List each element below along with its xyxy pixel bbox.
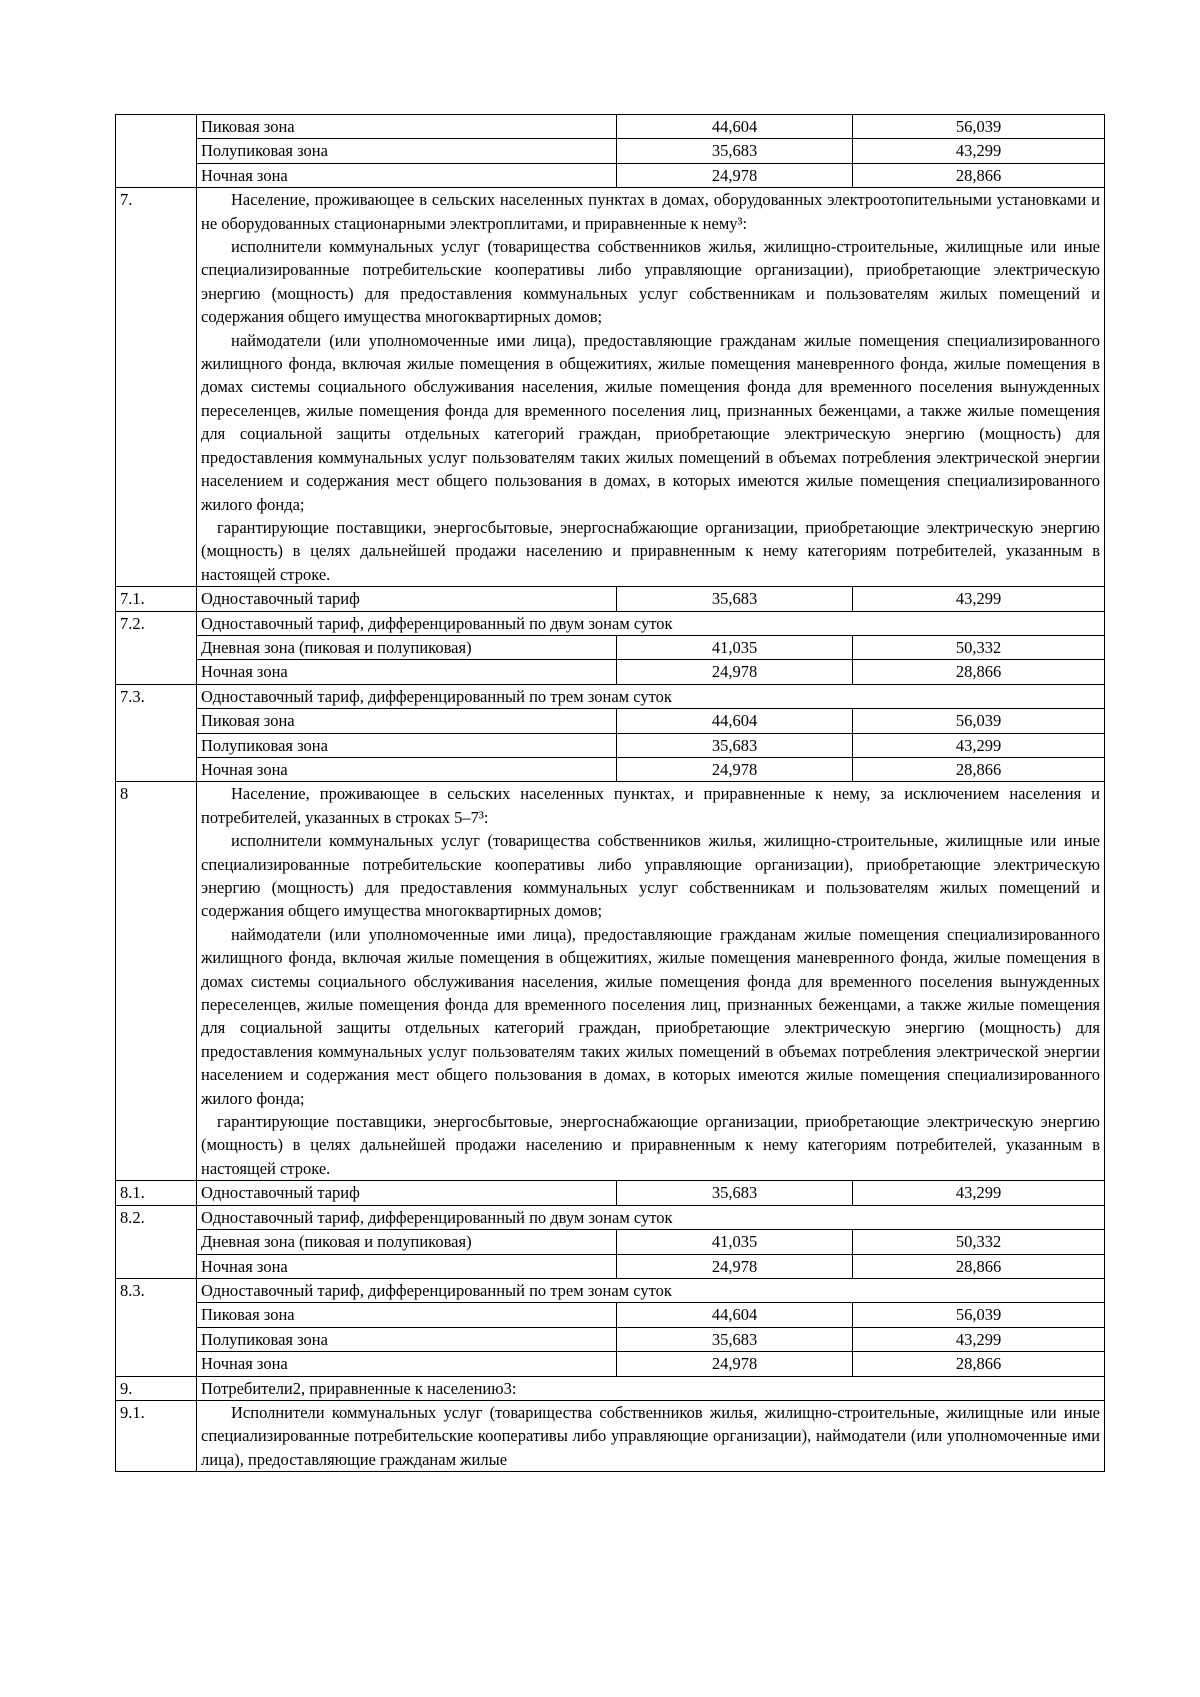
table-row xyxy=(116,709,1105,733)
description-paragraph: Исполнители коммунальных услуг (товарищества собственников жилья, жилищно-строительные, жилищные или иные специализированные потребительские кооперативы либо управляющие организации), наймодатели (или уполномоченные ими лица), предоставляющие гражданам жилые xyxy=(201,1402,1100,1469)
tariff-value-second-half: 28,866 xyxy=(853,660,1105,684)
tariff-value-second-half: 56,039 xyxy=(853,709,1105,733)
table-row xyxy=(116,660,1105,684)
tariff-value-first-half: 24,978 xyxy=(617,1254,853,1278)
tariff-header-label: Потребители2, приравненные к населению3: xyxy=(197,1376,1105,1400)
row-number: 9.1. xyxy=(116,1400,197,1471)
table-row xyxy=(116,611,1105,635)
description-paragraph: Население, проживающее в сельских населенных пунктах, и приравненные к нему, за исключением населения и потребителей, указанных в строках 5–7³: xyxy=(201,784,1100,827)
table-row xyxy=(116,1205,1105,1229)
zone-label: Полупиковая зона xyxy=(197,1327,617,1351)
tariff-value-second-half: 43,299 xyxy=(853,1181,1105,1205)
tariff-value-second-half: 43,299 xyxy=(853,733,1105,757)
row-number: 7. xyxy=(116,188,197,587)
description-paragraph: гарантирующие поставщики, энергосбытовые, энергоснабжающие организации, приобретающие электрическую энергию (мощность) в целях дальнейшей продажи населению и приравненным к нему категориям потребителей, указанным в настоящей строке. xyxy=(201,517,1100,584)
row-number: 7.2. xyxy=(116,611,197,684)
table-row xyxy=(116,1254,1105,1278)
description-paragraph: гарантирующие поставщики, энергосбытовые, энергоснабжающие организации, приобретающие электрическую энергию (мощность) в целях дальнейшей продажи населению и приравненным к нему категориям потребителей, указанным в настоящей строке. xyxy=(201,1112,1100,1178)
zone-label: Дневная зона (пиковая и полупиковая) xyxy=(197,1230,617,1254)
row-number: 9. xyxy=(116,1376,197,1400)
tariff-value-first-half: 44,604 xyxy=(617,115,853,139)
row-number: 8.3. xyxy=(116,1278,197,1376)
table-row xyxy=(116,1376,1105,1400)
tariff-header-label: Одноставочный тариф, дифференцированный по двум зонам суток xyxy=(197,611,1105,635)
tariff-value-second-half: 28,866 xyxy=(853,1254,1105,1278)
zone-label: Полупиковая зона xyxy=(197,139,617,163)
tariff-value-first-half: 44,604 xyxy=(617,1303,853,1327)
tariff-value-first-half: 35,683 xyxy=(617,1327,853,1351)
table-row xyxy=(116,782,1105,1181)
description-paragraph: Население, проживающее в сельских населенных пунктах в домах, оборудованных электроотопительными установками и не оборудованных стационарными электроплитами, и приравненные к нему³: xyxy=(201,190,1100,233)
table-row xyxy=(116,1181,1105,1205)
description-paragraph: исполнители коммунальных услуг (товарищества собственников жилья, жилищно-строительные, жилищные или иные специализированные потребительские кооперативы либо управляющие организации), приобретающие электрическую энергию (мощность) для предоставления коммунальных услуг собственникам и пользователям жилых помещений и содержания общего имущества многоквартирных домов; xyxy=(201,831,1100,921)
tariff-label: Одноставочный тариф xyxy=(197,1181,617,1205)
tariff-table xyxy=(115,114,1105,1472)
table-row xyxy=(116,1352,1105,1376)
tariff-table-body xyxy=(116,115,1105,1472)
tariff-value-first-half: 35,683 xyxy=(617,733,853,757)
table-row xyxy=(116,1303,1105,1327)
row-description xyxy=(197,1400,1105,1471)
tariff-value-first-half: 41,035 xyxy=(617,635,853,659)
row-number: 8.1. xyxy=(116,1181,197,1205)
tariff-header-label: Одноставочный тариф, дифференцированный по двум зонам суток xyxy=(197,1205,1105,1229)
row-number: 7.3. xyxy=(116,684,197,782)
row-number: 7.1. xyxy=(116,587,197,611)
zone-label: Пиковая зона xyxy=(197,1303,617,1327)
tariff-value-second-half: 43,299 xyxy=(853,587,1105,611)
description-paragraph: наймодатели (или уполномоченные ими лица), предоставляющие гражданам жилые помещения специализированного жилищного фонда, включая жилые помещения в общежитиях, жилые помещения маневренного фонда, жилые помещения в домах системы социального обслуживания населения, жилые помещения фонда для временного поселения вынужденных переселенцев, жилые помещения фонда для временного поселения лиц, признанных беженцами, а также жилые помещения для социальной защиты отдельных категорий граждан, приобретающие электрическую энергию (мощность) для предоставления коммунальных услуг пользователям таких жилых помещений в объемах потребления электрической энергии населением и содержания мест общего пользования в домах, в которых имеются жилые помещения специализированного жилого фонда; xyxy=(201,924,1100,1108)
tariff-header-label: Одноставочный тариф, дифференцированный по трем зонам суток xyxy=(197,1278,1105,1302)
zone-label: Ночная зона xyxy=(197,660,617,684)
tariff-value-first-half: 44,604 xyxy=(617,709,853,733)
zone-label: Ночная зона xyxy=(197,757,617,781)
table-row xyxy=(116,635,1105,659)
tariff-value-first-half: 41,035 xyxy=(617,1230,853,1254)
zone-label: Пиковая зона xyxy=(197,115,617,139)
tariff-value-second-half: 50,332 xyxy=(853,1230,1105,1254)
tariff-value-second-half: 56,039 xyxy=(853,1303,1105,1327)
zone-label: Дневная зона (пиковая и полупиковая) xyxy=(197,635,617,659)
tariff-value-second-half: 28,866 xyxy=(853,163,1105,187)
zone-label: Полупиковая зона xyxy=(197,733,617,757)
table-row xyxy=(116,188,1105,587)
table-row xyxy=(116,757,1105,781)
tariff-value-first-half: 24,978 xyxy=(617,163,853,187)
row-description xyxy=(197,782,1105,1181)
row-number xyxy=(116,115,197,188)
table-row xyxy=(116,1278,1105,1302)
tariff-value-first-half: 24,978 xyxy=(617,757,853,781)
tariff-value-first-half: 35,683 xyxy=(617,1181,853,1205)
tariff-value-second-half: 28,866 xyxy=(853,757,1105,781)
tariff-value-second-half: 50,332 xyxy=(853,635,1105,659)
row-number: 8.2. xyxy=(116,1205,197,1278)
description-paragraph: наймодатели (или уполномоченные ими лица), предоставляющие гражданам жилые помещения специализированного жилищного фонда, включая жилые помещения в общежитиях, жилые помещения маневренного фонда, жилые помещения в домах системы социального обслуживания населения, жилые помещения фонда для временного поселения вынужденных переселенцев, жилые помещения фонда для временного поселения лиц, признанных беженцами, а также жилые помещения для социальной защиты отдельных категорий граждан, приобретающие электрическую энергию (мощность) для предоставления коммунальных услуг пользователям таких жилых помещений в объемах потребления электрической энергии населением и содержания мест общего пользования в домах, в которых имеются жилые помещения специализированного жилого фонда; xyxy=(201,330,1100,514)
zone-label: Ночная зона xyxy=(197,1352,617,1376)
row-description xyxy=(197,188,1105,587)
row-number: 8 xyxy=(116,782,197,1181)
table-row xyxy=(116,684,1105,708)
tariff-value-first-half: 35,683 xyxy=(617,139,853,163)
zone-label: Ночная зона xyxy=(197,163,617,187)
tariff-value-first-half: 35,683 xyxy=(617,587,853,611)
tariff-value-second-half: 43,299 xyxy=(853,139,1105,163)
tariff-value-first-half: 24,978 xyxy=(617,660,853,684)
table-row xyxy=(116,1400,1105,1471)
tariff-value-first-half: 24,978 xyxy=(617,1352,853,1376)
table-row xyxy=(116,115,1105,139)
zone-label: Ночная зона xyxy=(197,1254,617,1278)
table-row xyxy=(116,1327,1105,1351)
table-row xyxy=(116,1230,1105,1254)
table-row xyxy=(116,733,1105,757)
zone-label: Пиковая зона xyxy=(197,709,617,733)
table-row xyxy=(116,587,1105,611)
table-row xyxy=(116,139,1105,163)
table-row xyxy=(116,163,1105,187)
document-page xyxy=(115,114,1104,1472)
description-paragraph: исполнители коммунальных услуг (товарищества собственников жилья, жилищно-строительные, жилищные или иные специализированные потребительские кооперативы либо управляющие организации), приобретающие электрическую энергию (мощность) для предоставления коммунальных услуг собственникам и пользователям жилых помещений и содержания общего имущества многоквартирных домов; xyxy=(201,237,1100,327)
tariff-header-label: Одноставочный тариф, дифференцированный по трем зонам суток xyxy=(197,684,1105,708)
tariff-value-second-half: 43,299 xyxy=(853,1327,1105,1351)
tariff-value-second-half: 28,866 xyxy=(853,1352,1105,1376)
tariff-value-second-half: 56,039 xyxy=(853,115,1105,139)
tariff-label: Одноставочный тариф xyxy=(197,587,617,611)
